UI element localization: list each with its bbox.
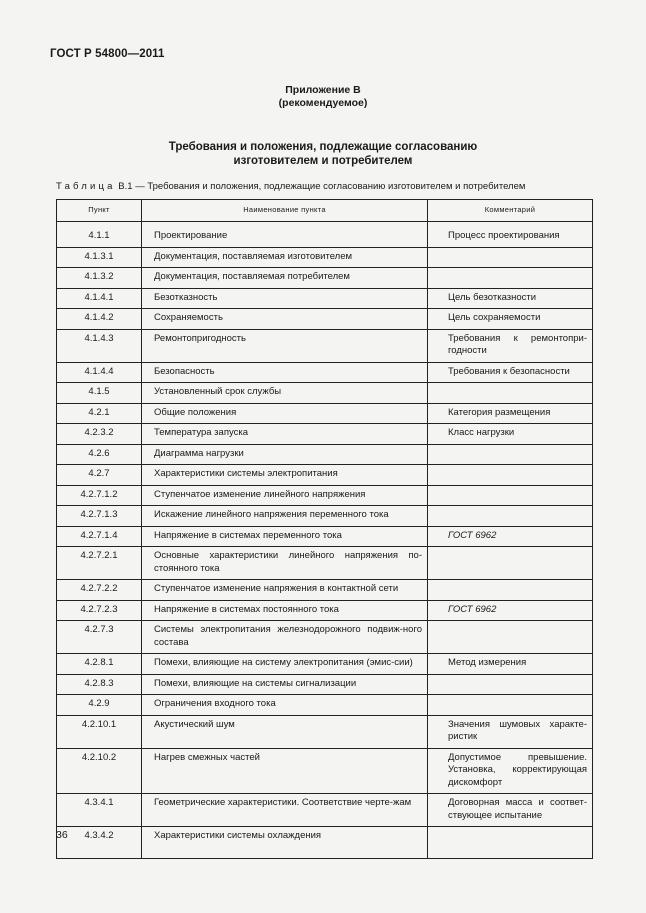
clause-name: Безопасность <box>142 362 428 383</box>
table-row <box>57 485 593 506</box>
clause-number: 4.1.4.3 <box>57 329 142 362</box>
clause-comment: Цель сохраняемости <box>428 309 593 330</box>
clause-number: 4.1.3.2 <box>57 268 142 289</box>
clause-comment <box>428 547 593 580</box>
clause-comment: Процесс проектирования <box>428 222 593 248</box>
appendix-subtitle: (рекомендуемое) <box>278 97 368 109</box>
table-body <box>57 222 593 859</box>
header-comment: Комментарий <box>428 200 593 222</box>
clause-comment <box>428 827 593 859</box>
clause-name: Системы электропитания железнодорожного подвиж-ного состава <box>142 621 428 654</box>
clause-comment: Класс нагрузки <box>428 424 593 445</box>
table-row <box>57 621 593 654</box>
table-row <box>57 600 593 621</box>
appendix-title: Приложение В <box>285 84 361 96</box>
clause-name: Ступенчатое изменение линейного напряжения <box>142 485 428 506</box>
clause-name: Характеристики системы охлаждения <box>142 827 428 859</box>
clause-number: 4.2.6 <box>57 444 142 465</box>
section-title <box>0 140 646 168</box>
clause-name: Напряжение в системах постоянного тока <box>142 600 428 621</box>
table-row <box>57 309 593 330</box>
clause-name: Температура запуска <box>142 424 428 445</box>
clause-name: Общие положения <box>142 403 428 424</box>
table-row <box>57 329 593 362</box>
clause-name: Акустический шум <box>142 715 428 748</box>
section-title-line2: изготовителем и потребителем <box>233 155 413 167</box>
table-row <box>57 288 593 309</box>
clause-number: 4.2.7.2.3 <box>57 600 142 621</box>
clause-comment <box>428 444 593 465</box>
clause-number: 4.2.8.1 <box>57 654 142 675</box>
clause-number: 4.1.4.4 <box>57 362 142 383</box>
clause-name: Нагрев смежных частей <box>142 748 428 794</box>
clause-number: 4.2.7.2.1 <box>57 547 142 580</box>
clause-name: Диаграмма нагрузки <box>142 444 428 465</box>
clause-number: 4.1.4.1 <box>57 288 142 309</box>
standard-header: ГОСТ Р 54800—2011 <box>50 48 165 60</box>
clause-name: Характеристики системы электропитания <box>142 465 428 486</box>
table-caption <box>56 181 525 192</box>
clause-comment: Договорная масса и соответ-ствующее испытание <box>428 794 593 827</box>
clause-comment <box>428 580 593 601</box>
clause-name: Искажение линейного напряжения переменного тока <box>142 506 428 527</box>
clause-number: 4.2.7.2.2 <box>57 580 142 601</box>
table-row <box>57 526 593 547</box>
clause-comment: Требования к безопасности <box>428 362 593 383</box>
clause-name: Проектирование <box>142 222 428 248</box>
clause-comment <box>428 674 593 695</box>
table-row <box>57 403 593 424</box>
table-caption-number: В.1 <box>118 181 133 192</box>
page-number: 36 <box>56 829 68 841</box>
clause-name: Геометрические характеристики. Соответствие черте-жам <box>142 794 428 827</box>
clause-number: 4.2.7.3 <box>57 621 142 654</box>
clause-number: 4.3.4.2 <box>57 827 142 859</box>
table-row <box>57 674 593 695</box>
table-row <box>57 268 593 289</box>
table-row <box>57 362 593 383</box>
table-row <box>57 695 593 716</box>
appendix-heading <box>0 84 646 110</box>
clause-name: Ремонтопригодность <box>142 329 428 362</box>
clause-comment <box>428 247 593 268</box>
clause-comment: Категория размещения <box>428 403 593 424</box>
table-row <box>57 247 593 268</box>
table-row <box>57 547 593 580</box>
table-caption-label: Таблица <box>56 181 116 192</box>
clause-number: 4.2.9 <box>57 695 142 716</box>
clause-number: 4.2.7 <box>57 465 142 486</box>
table-row <box>57 715 593 748</box>
clause-name: Сохраняемость <box>142 309 428 330</box>
table-row <box>57 444 593 465</box>
clause-comment: ГОСТ 6962 <box>428 600 593 621</box>
clause-number: 4.1.4.2 <box>57 309 142 330</box>
clause-number: 4.2.8.3 <box>57 674 142 695</box>
clause-comment <box>428 268 593 289</box>
table-row <box>57 465 593 486</box>
clause-comment <box>428 506 593 527</box>
clause-name: Ступенчатое изменение напряжения в контактной сети <box>142 580 428 601</box>
clause-number: 4.1.5 <box>57 383 142 404</box>
table-row <box>57 794 593 827</box>
clause-number: 4.2.10.1 <box>57 715 142 748</box>
clause-comment <box>428 383 593 404</box>
section-title-line1: Требования и положения, подлежащие согласованию <box>168 141 478 153</box>
clause-number: 4.2.7.1.4 <box>57 526 142 547</box>
table-row <box>57 654 593 675</box>
clause-comment: Метод измерения <box>428 654 593 675</box>
clause-number: 4.3.4.1 <box>57 794 142 827</box>
clause-name: Напряжение в системах переменного тока <box>142 526 428 547</box>
clause-name: Основные характеристики линейного напряжения по-стоянного тока <box>142 547 428 580</box>
table-row <box>57 222 593 248</box>
clause-comment: ГОСТ 6962 <box>428 526 593 547</box>
table-header-row <box>57 200 593 222</box>
clause-number: 4.2.10.2 <box>57 748 142 794</box>
clause-number: 4.2.7.1.2 <box>57 485 142 506</box>
header-clause: Пункт <box>57 200 142 222</box>
table-row <box>57 748 593 794</box>
clause-number: 4.2.7.1.3 <box>57 506 142 527</box>
clause-number: 4.2.3.2 <box>57 424 142 445</box>
clause-comment <box>428 465 593 486</box>
table-row <box>57 383 593 404</box>
clause-name: Безотказность <box>142 288 428 309</box>
clause-comment <box>428 695 593 716</box>
clause-number: 4.2.1 <box>57 403 142 424</box>
requirements-table <box>56 199 593 859</box>
clause-name: Помехи, влияющие на системы сигнализации <box>142 674 428 695</box>
clause-name: Помехи, влияющие на систему электропитания (эмис-сии) <box>142 654 428 675</box>
clause-comment: Значения шумовых характе-ристик <box>428 715 593 748</box>
clause-name: Документация, поставляемая потребителем <box>142 268 428 289</box>
table-row <box>57 580 593 601</box>
clause-name: Ограничения входного тока <box>142 695 428 716</box>
table-row <box>57 827 593 859</box>
clause-comment <box>428 485 593 506</box>
clause-name: Установленный срок службы <box>142 383 428 404</box>
clause-name: Документация, поставляемая изготовителем <box>142 247 428 268</box>
clause-number: 4.1.3.1 <box>57 247 142 268</box>
clause-comment: Требования к ремонтопри-годности <box>428 329 593 362</box>
clause-comment <box>428 621 593 654</box>
table-row <box>57 424 593 445</box>
table-row <box>57 506 593 527</box>
clause-number: 4.1.1 <box>57 222 142 248</box>
clause-comment: Цель безотказности <box>428 288 593 309</box>
table-caption-text: — Требования и положения, подлежащие согласованию изготовителем и потребителем <box>132 181 526 192</box>
header-name: Наименование пункта <box>142 200 428 222</box>
clause-comment: Допустимое превышение. Установка, корректирующая дискомфорт <box>428 748 593 794</box>
